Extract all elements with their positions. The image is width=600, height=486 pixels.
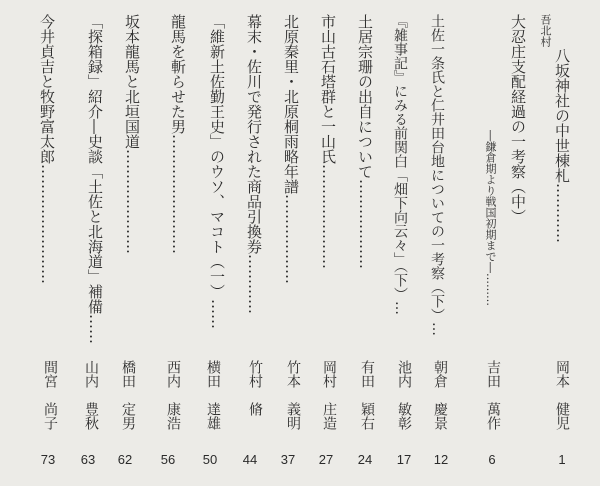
- entry-page: 37: [280, 452, 296, 467]
- entry-author: 岡村 庄造: [321, 360, 337, 430]
- entry-author: 池内 敏彰: [396, 360, 412, 430]
- entry-title: 土居宗珊の出自について………………: [356, 14, 374, 269]
- entry-title: 「探箱録」紹介―史談「土佐と北海道」補備……: [86, 14, 104, 344]
- entry-author: 間宮 尚子: [42, 360, 58, 430]
- entry-page: 56: [160, 452, 176, 467]
- entry-title: 土佐一条氏と仁井田台地についての一考察（下）…: [429, 14, 445, 336]
- entry-author: 有田 穎右: [359, 360, 375, 430]
- entry-author: 竹村 脩: [247, 360, 263, 416]
- entry-author: 橋田 定男: [120, 360, 136, 430]
- entry-page: 44: [242, 452, 258, 467]
- entry-page: 50: [202, 452, 218, 467]
- entry-page: 1: [558, 452, 566, 467]
- entry-title: 大忍庄支配経過の一考察（中）: [509, 14, 527, 224]
- entry-title: 八坂神社の中世棟札…………: [553, 48, 571, 243]
- entry-title: 「維新土佐勤王史」のウソ、マコト（一）……: [208, 14, 226, 329]
- entry-subtitle: ―鎌倉期より戦国初期まで―………: [484, 130, 497, 306]
- entry-page: 27: [318, 452, 334, 467]
- entry-page: 73: [40, 452, 56, 467]
- entry-author: 吉田 萬作: [485, 360, 501, 430]
- entry-author: 竹本 義明: [285, 360, 301, 430]
- entry-page: 62: [117, 452, 133, 467]
- entry-page: 63: [80, 452, 96, 467]
- entry-title: 坂本龍馬と北垣国道…………………: [123, 14, 141, 254]
- entry-title: 『雑事記』にみる前関白「畑下向云々」（下）…: [392, 14, 408, 315]
- entry-author: 朝倉 慶景: [432, 360, 448, 430]
- entry-author: 西内 康浩: [165, 360, 181, 430]
- entry-author: 岡本 健児: [554, 360, 570, 430]
- entry-page: 6: [488, 452, 496, 467]
- entry-title: 龍馬を斬らせた男……………………: [169, 14, 187, 254]
- entry-title: 今井貞吉と牧野富太郎……………………: [38, 14, 56, 284]
- entry-title: 北原秦里・北原桐雨略年譜………………: [282, 14, 300, 284]
- entry-page: 12: [433, 452, 449, 467]
- entry-page: 17: [396, 452, 412, 467]
- entry-page: 24: [357, 452, 373, 467]
- entry-author: 横田 達雄: [205, 360, 221, 430]
- entry-title: 市山古石塔群と一山氏…………………: [319, 14, 337, 269]
- entry-author: 山内 豊秋: [83, 360, 99, 430]
- entry-title: 幕末・佐川で発行された商品引換券…………: [245, 14, 263, 314]
- entry-prefix: 吾北村: [539, 14, 552, 47]
